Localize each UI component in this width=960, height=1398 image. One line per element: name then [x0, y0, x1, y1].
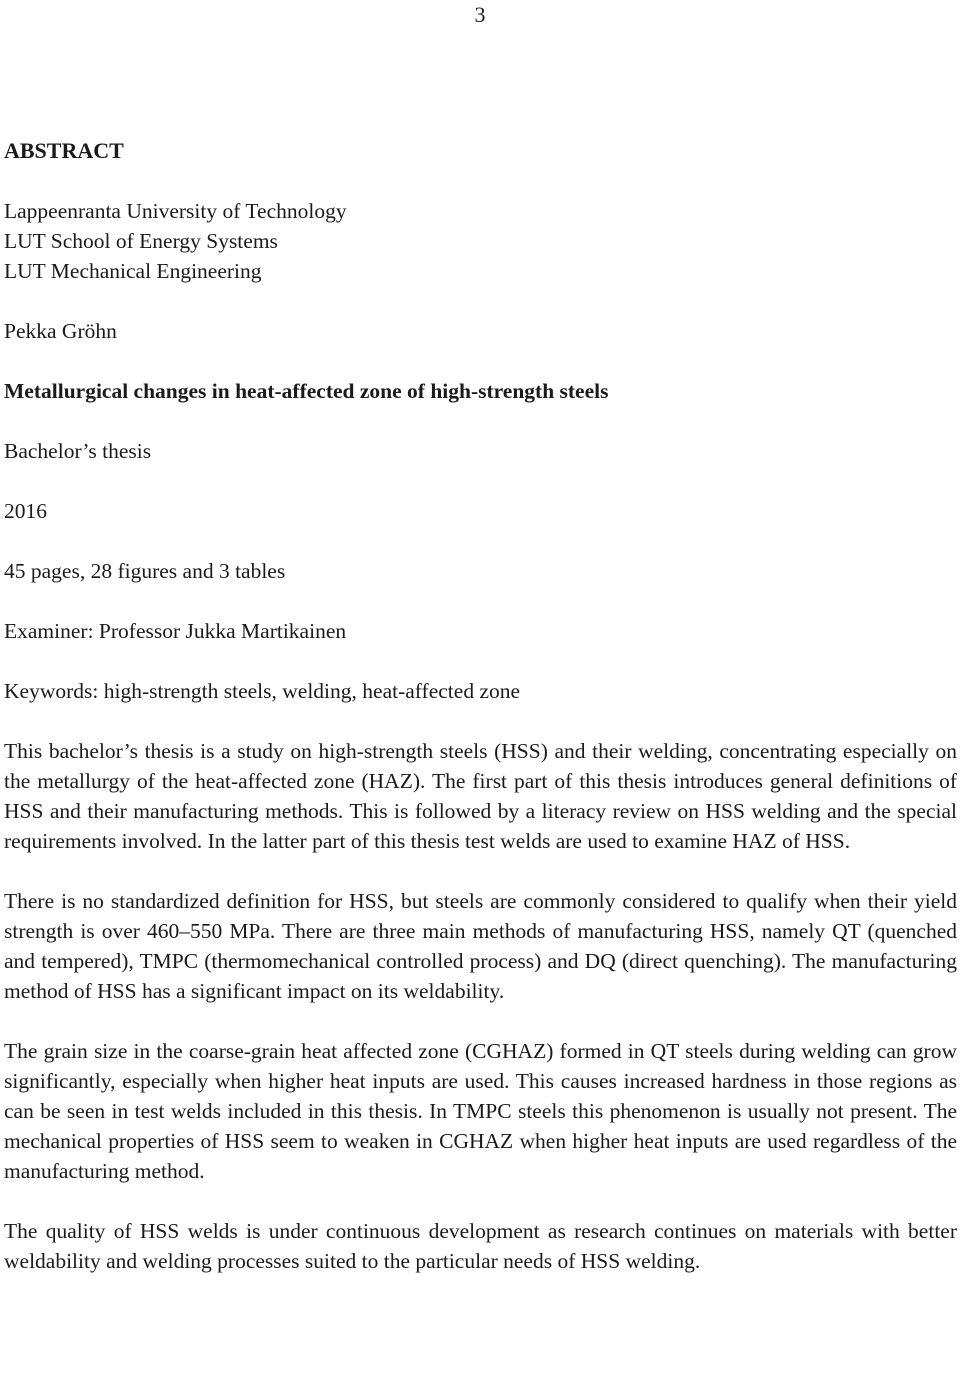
thesis-type: Bachelor’s thesis [4, 439, 152, 463]
thesis-year: 2016 [4, 499, 47, 523]
abstract-paragraph: The grain size in the coarse-grain heat affected zone (CGHAZ) formed in QT steels during welding can grow significantly, especially when higher heat inputs are used. This causes increased hardness in those regions as can be seen in test welds included in this thesis. In TMPC steels this phenomenon is usually not present. The mechanical properties of HSS seem to weaken in CGHAZ when higher heat inputs are used regardless of the manufacturing method. [4, 1039, 957, 1183]
institution-block [4, 196, 957, 286]
abstract-paragraph: This bachelor’s thesis is a study on high-strength steels (HSS) and their welding, concentrating especially on the metallurgy of the heat-affected zone (HAZ). The first part of this thesis introduces general definitions of HSS and their manufacturing methods. This is followed by a literacy review on HSS welding and the special requirements involved. In the latter part of this thesis test welds are used to examine HAZ of HSS. [4, 739, 957, 853]
abstract-heading: ABSTRACT [4, 138, 124, 163]
thesis-extent: 45 pages, 28 figures and 3 tables [4, 559, 286, 583]
page-number: 3 [474, 2, 486, 27]
school-name: LUT School of Energy Systems [4, 229, 278, 253]
abstract-paragraph: The quality of HSS welds is under continuous development as research continues on materials with better weldability and welding processes suited to the particular needs of HSS welding. [4, 1219, 957, 1273]
department-name: LUT Mechanical Engineering [4, 259, 262, 283]
abstract-content [4, 136, 957, 1276]
keywords-line: Keywords: high-strength steels, welding, heat-affected zone [4, 679, 521, 703]
author-name: Pekka Gröhn [4, 319, 117, 343]
thesis-title: Metallurgical changes in heat-affected zone of high-strength steels [4, 379, 609, 403]
university-name: Lappeenranta University of Technology [4, 199, 347, 223]
examiner-line: Examiner: Professor Jukka Martikainen [4, 619, 347, 643]
abstract-paragraph: There is no standardized definition for HSS, but steels are commonly considered to qualify when their yield strength is over 460–550 MPa. There are three main methods of manufacturing HSS, namely QT (quenched and tempered), TMPC (thermomechanical controlled process) and DQ (direct quenching). The manufacturing method of HSS has a significant impact on its weldability. [4, 889, 957, 1003]
